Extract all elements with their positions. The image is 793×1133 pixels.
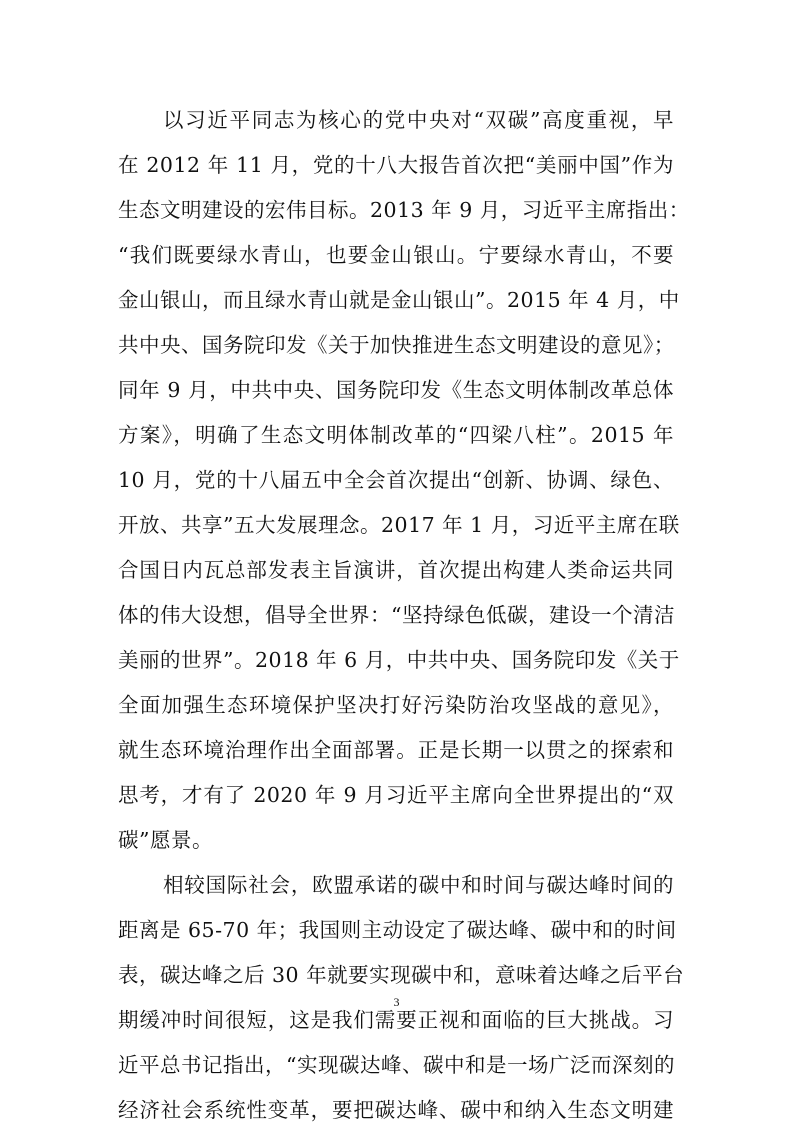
page-number: 3 [393, 995, 400, 1009]
text-line: “我们既要绿水青山，也要金山银山。宁要绿水青山，不要 [118, 243, 674, 267]
text-line: 美丽的世界”。2018 年 6 月，中共中央、国务院印发《关于 [118, 648, 680, 672]
text-line: 开放、共享”五大发展理念。2017 年 1 月，习近平主席在联 [118, 513, 680, 537]
text-line: 经济社会系统性变革，要把碳达峰、碳中和纳入生态文明建 [118, 1098, 674, 1122]
text-line: 体的伟大设想，倡导全世界：“坚持绿色低碳，建设一个清洁 [118, 603, 675, 627]
text-line: 近平总书记指出，“实现碳达峰、碳中和是一场广泛而深刻的 [118, 1053, 675, 1077]
text-line: 金山银山，而且绿水青山就是金山银山”。2015 年 4 月，中 [118, 288, 680, 312]
text-line: 就生态环境治理作出全面部署。正是长期一以贯之的探索和 [118, 738, 674, 762]
text-line: 生态文明建设的宏伟目标。2013 年 9 月，习近平主席指出： [118, 198, 690, 222]
text-line: 思考，才有了 2020 年 9 月习近平主席向全世界提出的“双 [118, 783, 674, 807]
text-line: 同年 9 月，中共中央、国务院印发《生态文明体制改革总体 [118, 378, 674, 402]
text-line: 10 月，党的十八届五中全会首次提出“创新、协调、绿色、 [118, 468, 674, 492]
text-line: 共中央、国务院印发《关于加快推进生态文明建设的意见》； [118, 333, 675, 357]
text-line: 表，碳达峰之后 30 年就要实现碳中和，意味着达峰之后平台 [118, 963, 685, 987]
text-line: 合国日内瓦总部发表主旨演讲，首次提出构建人类命运共同 [118, 558, 674, 582]
paragraph-1 [118, 98, 690, 863]
text-line: 碳”愿景。 [118, 828, 213, 852]
text-line: 以习近平同志为核心的党中央对“双碳”高度重视，早 [163, 108, 674, 132]
text-line: 期缓冲时间很短，这是我们需要正视和面临的巨大挑战。习 [118, 1008, 674, 1032]
body-text [118, 98, 690, 1133]
text-line: 方案》，明确了生态文明体制改革的“四梁八柱”。2015 年 [118, 423, 674, 447]
text-line: 相较国际社会，欧盟承诺的碳中和时间与碳达峰时间的 [163, 873, 674, 897]
text-line: 距离是 65-70 年；我国则主动设定了碳达峰、碳中和的时间 [118, 918, 677, 942]
text-line: 全面加强生态环境保护坚决打好污染防治攻坚战的意见》， [118, 693, 674, 717]
text-line: 在 2012 年 11 月，党的十八大报告首次把“美丽中国”作为 [118, 153, 674, 177]
